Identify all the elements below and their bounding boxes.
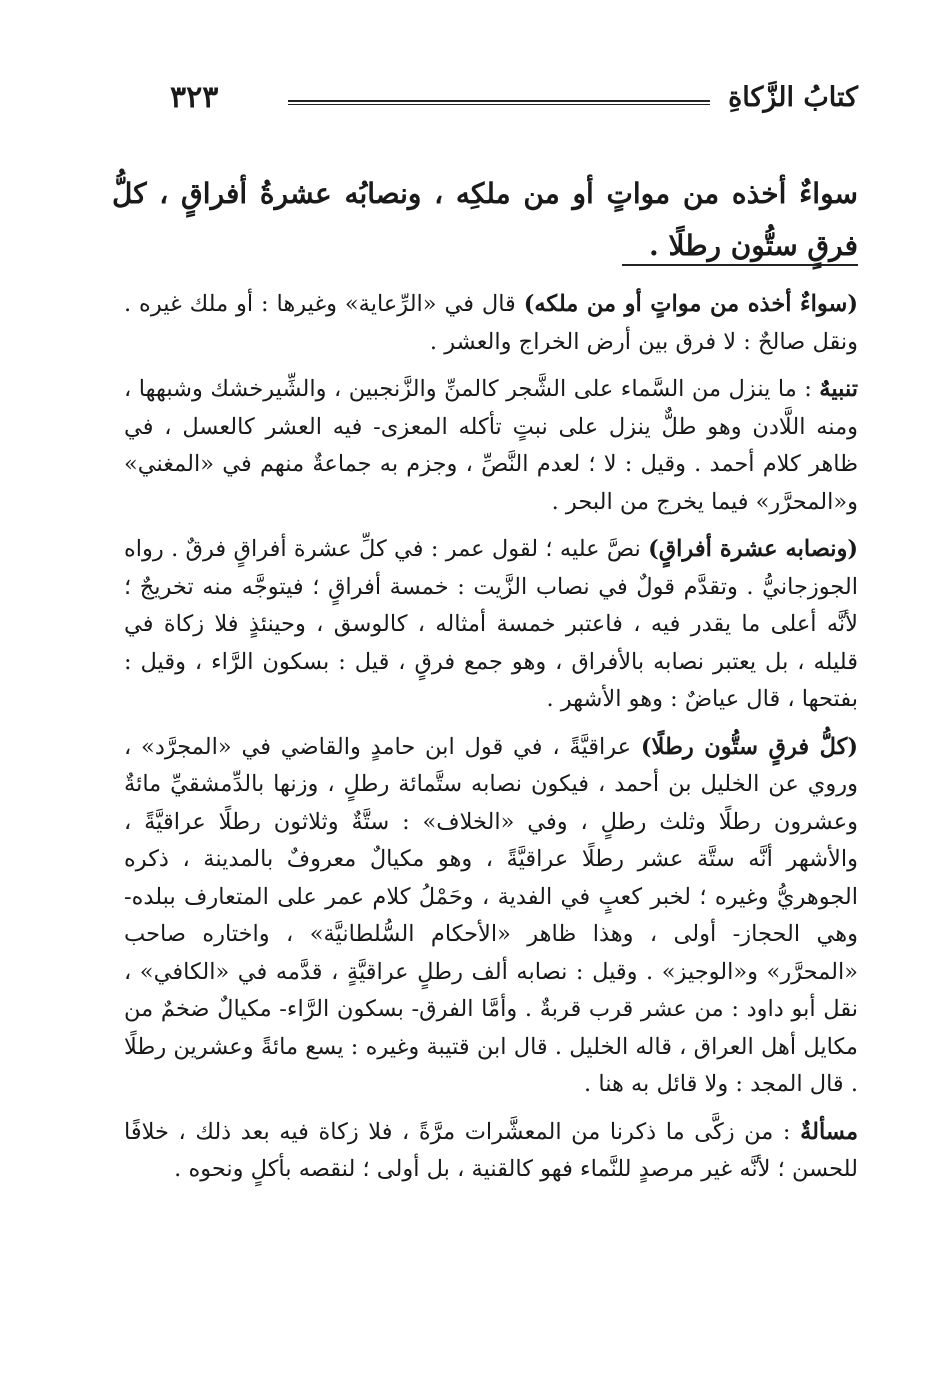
- paragraph-lead: مسألةٌ: [800, 1118, 858, 1145]
- paragraph-lead: (كلُّ فرقٍ ستُّون رطلًا): [640, 733, 858, 760]
- paragraph-lead: (ونصابه عشرة أفراقٍ): [648, 536, 858, 562]
- paragraph-body: عراقيَّةً ، في قول ابن حامدٍ والقاضي في «المجرَّد» ، وروي عن الخليل بن أحمد ، فيكون نصابه ستَّمائة رطلٍ ، وزنها بالدِّمشقيِّ مائةٌ وعشرون رطلًا وثلث رطلٍ ، وفي «الخلاف» : ستَّةٌ وثلاثون رطلًا عراقيَّةً ، والأشهر أنَّه ستَّة عشر رطلًا عراقيَّةً ، وهو مكيالٌ معروفٌ بالمدينة ، ذكره الجوهريُّ وغيره ؛ لخبر كعبٍ في الفدية ، وحَمْلُ كلام عمر على المتعارف ببلده- وهي الحجاز- أولى ، وهذا ظاهر «الأحكام السُّلطانيَّة» ، واختاره صاحب «المحرَّر» و«الوجيز» . وقيل : نصابه ألف رطلٍ عراقيَّةٍ ، قدَّمه في «الكافي» ، نقل أبو داود : من عشر قرب قربةٌ . وأمَّا الفرق- بسكون الرَّاء- مكيالٌ ضخمٌ من مكايل أهل العراق ، قاله الخليل . قال ابن قتيبة وغيره : يسع مائةً وعشرين رطلًا . قال المجد : ولا قائل به هنا .: [124, 733, 858, 1097]
- commentary-paragraph: [124, 286, 858, 361]
- commentary: [124, 286, 858, 1199]
- paragraph-lead: (سواءٌ أخذه من مواتٍ أو من ملكه): [523, 291, 858, 317]
- paragraph-body: قال في «الرِّعاية» وغيرها : أو ملك غيره . ونقل صالحٌ : لا فرق بين أرض الخراج والعشر .: [124, 291, 858, 355]
- page-number: ٣٢٣: [170, 80, 219, 115]
- paragraph-lead: تنبيهٌ: [819, 376, 858, 402]
- paragraph-body: : ما ينزل من السَّماء على الشَّجر كالمنِّ والزَّنجبين ، والشِّيرخشك وشبهها ، ومنه اللَّادن وهو طلٌّ ينزل على نبتٍ تأكله المعزى- فيه العشر كالعسل ، في ظاهر كلام أحمد . وقيل : لا ؛ لعدم النَّصِّ ، وجزم به جماعةٌ منهم في «المغني» و«المحرَّر» فيما يخرج من البحر .: [124, 376, 858, 515]
- running-title: كتابُ الزَّكاةِ: [728, 82, 858, 113]
- main-text: [112, 168, 858, 272]
- commentary-paragraph: [124, 729, 858, 1104]
- commentary-paragraph: [124, 1114, 858, 1189]
- paragraph-body: نصَّ عليه ؛ لقول عمر : في كلِّ عشرة أفراقٍ فرقٌ . رواه الجوزجانيُّ . وتقدَّم قولٌ في نصاب الزَّيت : خمسة أفراقٍ ؛ فيتوجَّه منه تخريجٌ ؛ لأنَّه أعلى ما يقدر فيه ، فاعتبر خمسة أمثاله ، كالوسق ، وحينئذٍ فلا زكاة في قليله ، بل يعتبر نصابه بالأفراق ، وهو جمع فرقٍ ، قيل : بسكون الرَّاء ، وقيل : بفتحها ، قال عياضٌ : وهو الأشهر .: [124, 536, 858, 712]
- header-rule: [288, 100, 710, 105]
- running-header: [170, 78, 858, 118]
- commentary-paragraph: [124, 371, 858, 521]
- main-text-content: سواءٌ أخذه من مواتٍ أو من ملكِه ، ونصابُه عشرةُ أفراقٍ ، كلُّ فرقٍ ستُّون رطلًا .: [112, 177, 858, 262]
- commentary-paragraph: [124, 531, 858, 719]
- paragraph-body: : من زكَّى ما ذكرنا من المعشَّرات مرَّةً ، فلا زكاة فيه بعد ذلك ، خلافًا للحسن ؛ لأنَّه غير مرصدٍ للنَّماء فهو كالقنية ، بل أولى ؛ لنقصه بأكلٍ ونحوه .: [124, 1118, 858, 1182]
- section-separator: [622, 264, 858, 266]
